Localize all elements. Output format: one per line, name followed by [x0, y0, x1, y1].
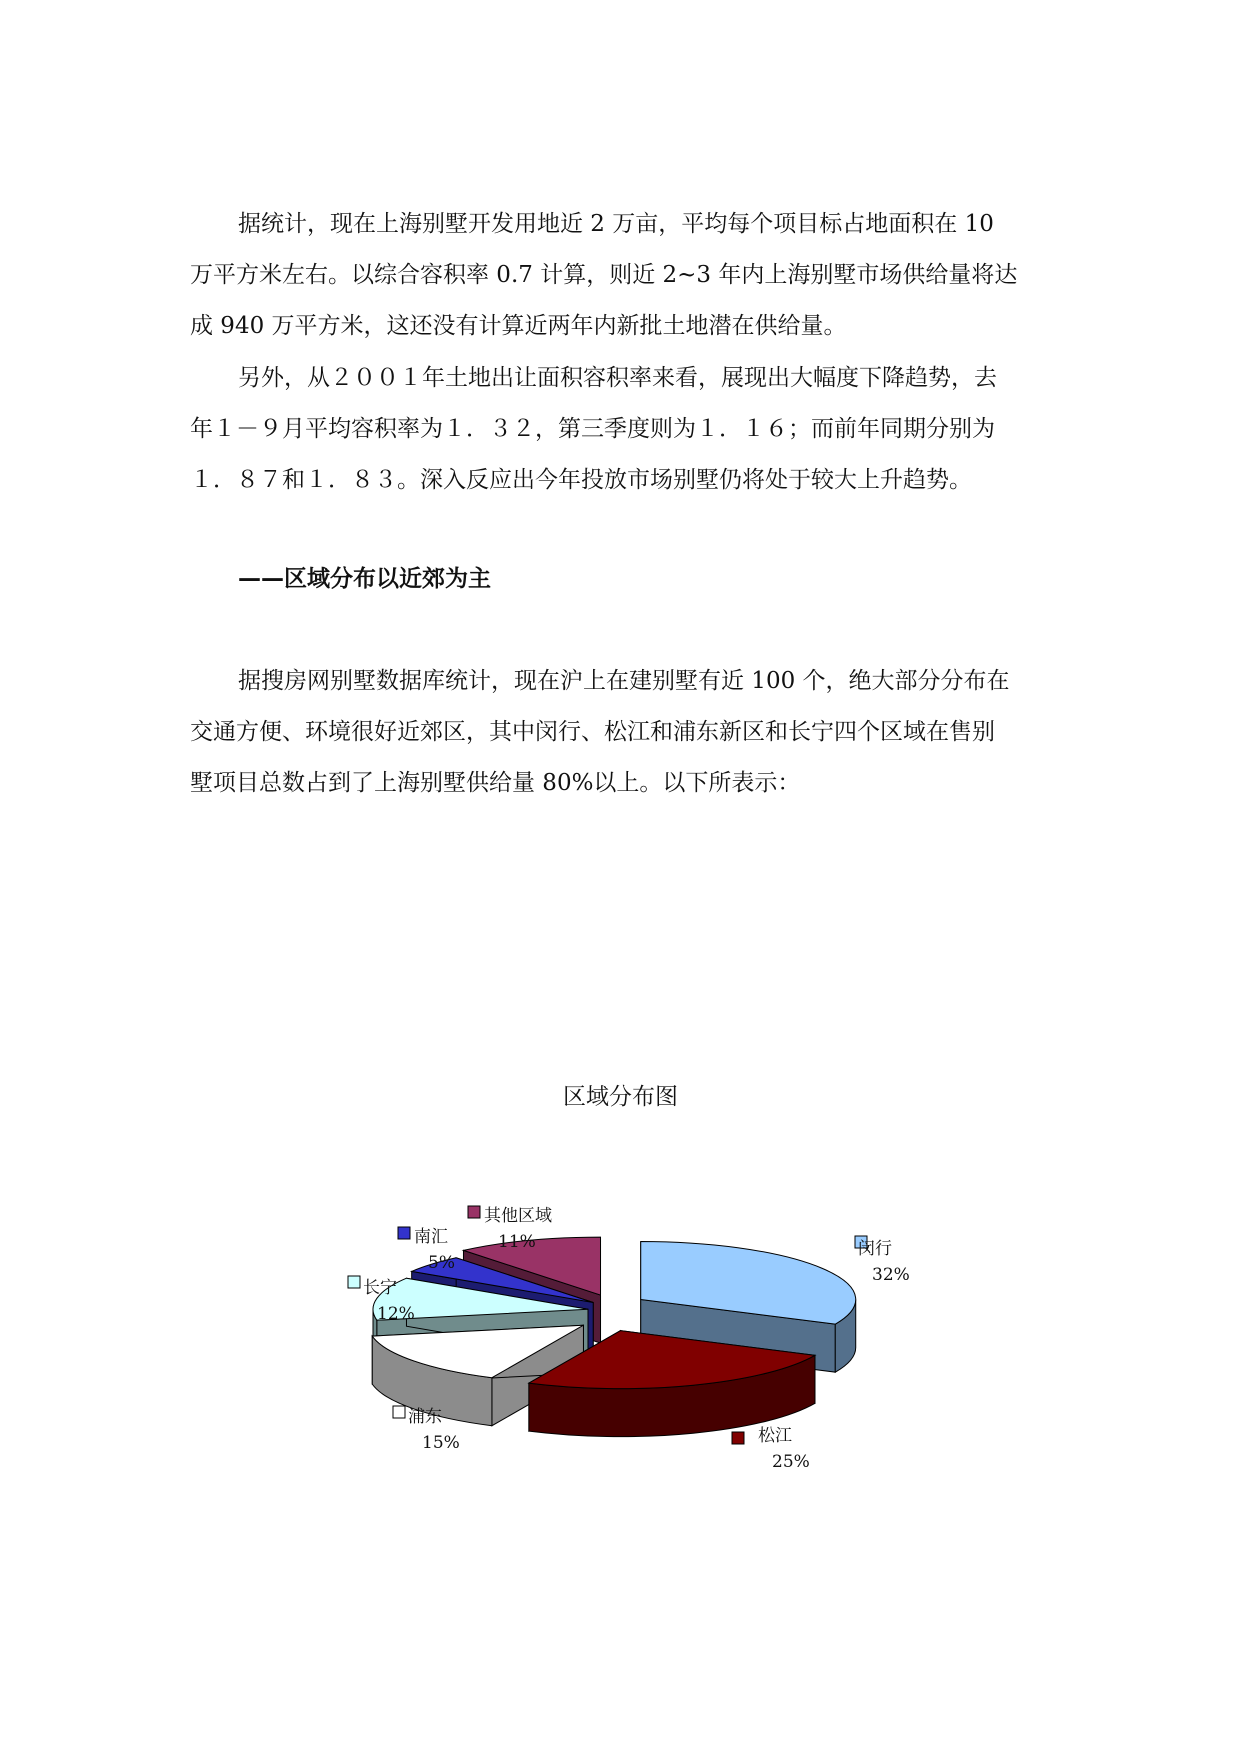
paragraph-line: 万平方米左右。以综合容积率 0.7 计算，则近 2~3 年内上海别墅市场供给量将达	[190, 262, 1018, 288]
legend-swatch-浦东	[393, 1406, 405, 1418]
paragraph-line: 据搜房网别墅数据库统计，现在沪上在建别墅有近 100 个，绝大部分分布在	[238, 668, 1010, 694]
slice-label-浦东: 浦东	[408, 1407, 442, 1427]
slice-label-闵行: 闵行	[858, 1239, 892, 1259]
legend-swatch-南汇	[398, 1227, 410, 1239]
paragraph-line: 据统计，现在上海别墅开发用地近 2 万亩，平均每个项目标占地面积在 10	[238, 211, 994, 237]
slice-value-浦东: 15%	[422, 1433, 460, 1453]
slice-value-南汇: 5%	[428, 1253, 455, 1273]
paragraph-line: 年１－９月平均容积率为１．３２，第三季度则为１．１６；而前年同期分别为	[190, 416, 995, 442]
slice-value-松江: 25%	[772, 1452, 810, 1472]
slice-value-闵行: 32%	[872, 1265, 910, 1285]
legend-swatch-其他区域	[468, 1206, 480, 1218]
paragraph-line: 交通方便、环境很好近郊区，其中闵行、松江和浦东新区和长宁四个区域在售别	[190, 719, 995, 745]
slice-label-南汇: 南汇	[414, 1227, 448, 1247]
paragraph-line: １．８７和１．８３。深入反应出今年投放市场别墅仍将处于较大上升趋势。	[190, 467, 972, 493]
slice-label-松江: 松江	[758, 1426, 792, 1446]
slice-label-长宁: 长宁	[363, 1278, 397, 1298]
paragraph-line: 另外，从２００１年土地出让面积容积率来看，展现出大幅度下降趋势，去	[238, 365, 997, 391]
legend-swatch-长宁	[348, 1276, 360, 1288]
slice-value-其他区域: 11%	[498, 1232, 536, 1252]
section-heading: ——区域分布以近郊为主	[238, 566, 491, 592]
slice-label-其他区域: 其他区域	[484, 1206, 552, 1226]
paragraph-line: 墅项目总数占到了上海别墅供给量 80%以上。以下所表示：	[190, 770, 801, 796]
legend-swatch-松江	[732, 1432, 744, 1444]
slice-value-长宁: 12%	[377, 1304, 415, 1324]
chart-title: 区域分布图	[563, 1084, 678, 1110]
paragraph-line: 成 940 万平方米，这还没有计算近两年内新批土地潜在供给量。	[190, 313, 847, 339]
